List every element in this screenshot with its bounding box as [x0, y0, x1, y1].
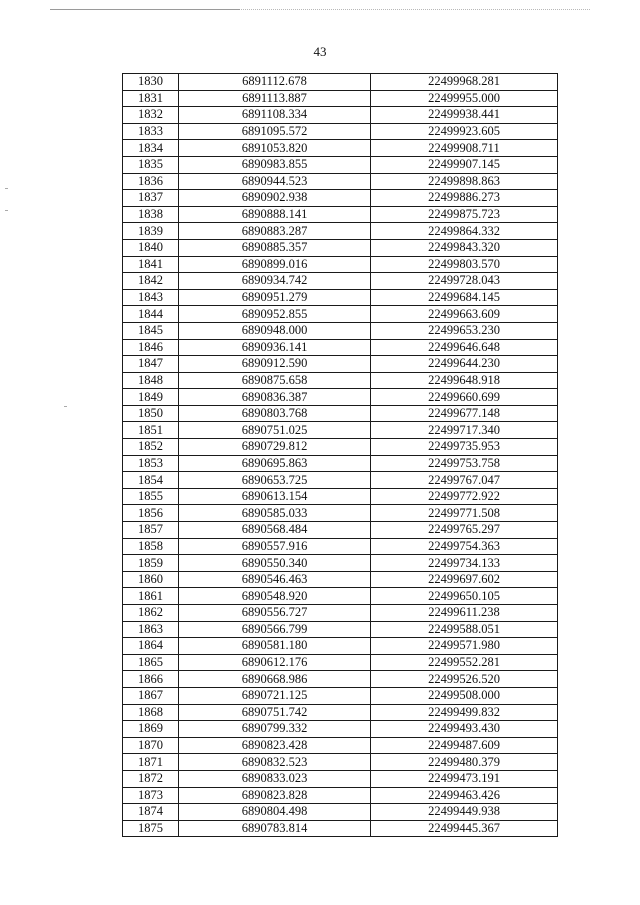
x-coordinate-cell: 6890751.742: [179, 704, 371, 721]
table-row: [123, 687, 558, 704]
x-coordinate-cell: 6890885.357: [179, 239, 371, 256]
point-number-cell: 1868: [123, 704, 179, 721]
y-coordinate-cell: 22499646.648: [371, 339, 558, 356]
x-coordinate-cell: 6890804.498: [179, 804, 371, 821]
x-coordinate-cell: 6890936.141: [179, 339, 371, 356]
point-number-cell: 1845: [123, 322, 179, 339]
x-coordinate-cell: 6890888.141: [179, 206, 371, 223]
x-coordinate-cell: 6890912.590: [179, 356, 371, 373]
x-coordinate-cell: 6890952.855: [179, 306, 371, 323]
x-coordinate-cell: 6890934.742: [179, 273, 371, 290]
y-coordinate-cell: 22499697.602: [371, 571, 558, 588]
table-row: [123, 372, 558, 389]
coordinates-table-body: [123, 74, 558, 837]
point-number-cell: 1848: [123, 372, 179, 389]
x-coordinate-cell: 6890581.180: [179, 638, 371, 655]
table-row: [123, 90, 558, 107]
y-coordinate-cell: 22499771.508: [371, 505, 558, 522]
point-number-cell: 1873: [123, 787, 179, 804]
y-coordinate-cell: 22499499.832: [371, 704, 558, 721]
table-row: [123, 472, 558, 489]
table-row: [123, 322, 558, 339]
point-number-cell: 1832: [123, 107, 179, 124]
x-coordinate-cell: 6890566.799: [179, 621, 371, 638]
point-number-cell: 1858: [123, 538, 179, 555]
table-row: [123, 737, 558, 754]
point-number-cell: 1867: [123, 687, 179, 704]
y-coordinate-cell: 22499734.133: [371, 555, 558, 572]
table-row: [123, 389, 558, 406]
x-coordinate-cell: 6891053.820: [179, 140, 371, 157]
table-row: [123, 439, 558, 456]
y-coordinate-cell: 22499908.711: [371, 140, 558, 157]
y-coordinate-cell: 22499449.938: [371, 804, 558, 821]
y-coordinate-cell: 22499611.238: [371, 605, 558, 622]
point-number-cell: 1863: [123, 621, 179, 638]
table-row: [123, 156, 558, 173]
y-coordinate-cell: 22499938.441: [371, 107, 558, 124]
table-row: [123, 671, 558, 688]
point-number-cell: 1856: [123, 505, 179, 522]
point-number-cell: 1861: [123, 588, 179, 605]
y-coordinate-cell: 22499445.367: [371, 820, 558, 837]
x-coordinate-cell: 6890695.863: [179, 455, 371, 472]
y-coordinate-cell: 22499955.000: [371, 90, 558, 107]
table-row: [123, 455, 558, 472]
point-number-cell: 1836: [123, 173, 179, 190]
x-coordinate-cell: 6891113.887: [179, 90, 371, 107]
x-coordinate-cell: 6890546.463: [179, 571, 371, 588]
table-row: [123, 190, 558, 207]
x-coordinate-cell: 6890653.725: [179, 472, 371, 489]
y-coordinate-cell: 22499650.105: [371, 588, 558, 605]
x-coordinate-cell: 6891108.334: [179, 107, 371, 124]
point-number-cell: 1872: [123, 770, 179, 787]
table-row: [123, 422, 558, 439]
point-number-cell: 1846: [123, 339, 179, 356]
table-row: [123, 273, 558, 290]
x-coordinate-cell: 6890875.658: [179, 372, 371, 389]
x-coordinate-cell: 6890556.727: [179, 605, 371, 622]
point-number-cell: 1862: [123, 605, 179, 622]
x-coordinate-cell: 6890883.287: [179, 223, 371, 240]
y-coordinate-cell: 22499735.953: [371, 439, 558, 456]
table-row: [123, 538, 558, 555]
x-coordinate-cell: 6890832.523: [179, 754, 371, 771]
table-row: [123, 405, 558, 422]
point-number-cell: 1841: [123, 256, 179, 273]
x-coordinate-cell: 6890899.016: [179, 256, 371, 273]
point-number-cell: 1875: [123, 820, 179, 837]
table-row: [123, 488, 558, 505]
y-coordinate-cell: 22499898.863: [371, 173, 558, 190]
page-number: 43: [313, 44, 327, 59]
x-coordinate-cell: 6891112.678: [179, 74, 371, 91]
table-row: [123, 107, 558, 124]
point-number-cell: 1839: [123, 223, 179, 240]
table-row: [123, 820, 558, 837]
point-number-cell: 1838: [123, 206, 179, 223]
table-row: [123, 256, 558, 273]
y-coordinate-cell: 22499473.191: [371, 770, 558, 787]
scan-speck: [5, 210, 8, 211]
table-row: [123, 588, 558, 605]
y-coordinate-cell: 22499663.609: [371, 306, 558, 323]
table-row: [123, 605, 558, 622]
table-row: [123, 505, 558, 522]
x-coordinate-cell: 6890751.025: [179, 422, 371, 439]
point-number-cell: 1853: [123, 455, 179, 472]
x-coordinate-cell: 6890944.523: [179, 173, 371, 190]
y-coordinate-cell: 22499886.273: [371, 190, 558, 207]
y-coordinate-cell: 22499968.281: [371, 74, 558, 91]
point-number-cell: 1835: [123, 156, 179, 173]
point-number-cell: 1854: [123, 472, 179, 489]
y-coordinate-cell: 22499767.047: [371, 472, 558, 489]
point-number-cell: 1850: [123, 405, 179, 422]
table-row: [123, 638, 558, 655]
y-coordinate-cell: 22499677.148: [371, 405, 558, 422]
point-number-cell: 1847: [123, 356, 179, 373]
y-coordinate-cell: 22499754.363: [371, 538, 558, 555]
y-coordinate-cell: 22499728.043: [371, 273, 558, 290]
point-number-cell: 1857: [123, 522, 179, 539]
y-coordinate-cell: 22499493.430: [371, 721, 558, 738]
x-coordinate-cell: 6890951.279: [179, 289, 371, 306]
table-row: [123, 223, 558, 240]
point-number-cell: 1851: [123, 422, 179, 439]
scan-speck: [64, 406, 67, 407]
point-number-cell: 1844: [123, 306, 179, 323]
y-coordinate-cell: 22499526.520: [371, 671, 558, 688]
table-row: [123, 140, 558, 157]
x-coordinate-cell: 6890799.332: [179, 721, 371, 738]
table-row: [123, 704, 558, 721]
point-number-cell: 1840: [123, 239, 179, 256]
table-row: [123, 339, 558, 356]
x-coordinate-cell: 6890612.176: [179, 654, 371, 671]
table-row: [123, 522, 558, 539]
x-coordinate-cell: 6890568.484: [179, 522, 371, 539]
y-coordinate-cell: 22499648.918: [371, 372, 558, 389]
y-coordinate-cell: 22499571.980: [371, 638, 558, 655]
x-coordinate-cell: 6891095.572: [179, 123, 371, 140]
y-coordinate-cell: 22499508.000: [371, 687, 558, 704]
point-number-cell: 1859: [123, 555, 179, 572]
coordinates-table: [122, 73, 558, 837]
y-coordinate-cell: 22499480.379: [371, 754, 558, 771]
table-row: [123, 356, 558, 373]
table-row: [123, 555, 558, 572]
point-number-cell: 1870: [123, 737, 179, 754]
y-coordinate-cell: 22499653.230: [371, 322, 558, 339]
table-row: [123, 74, 558, 91]
x-coordinate-cell: 6890823.428: [179, 737, 371, 754]
x-coordinate-cell: 6890836.387: [179, 389, 371, 406]
x-coordinate-cell: 6890729.812: [179, 439, 371, 456]
y-coordinate-cell: 22499923.605: [371, 123, 558, 140]
point-number-cell: 1830: [123, 74, 179, 91]
x-coordinate-cell: 6890983.855: [179, 156, 371, 173]
table-row: [123, 721, 558, 738]
y-coordinate-cell: 22499907.145: [371, 156, 558, 173]
point-number-cell: 1860: [123, 571, 179, 588]
y-coordinate-cell: 22499803.570: [371, 256, 558, 273]
y-coordinate-cell: 22499552.281: [371, 654, 558, 671]
point-number-cell: 1842: [123, 273, 179, 290]
table-row: [123, 289, 558, 306]
point-number-cell: 1869: [123, 721, 179, 738]
y-coordinate-cell: 22499487.609: [371, 737, 558, 754]
y-coordinate-cell: 22499864.332: [371, 223, 558, 240]
y-coordinate-cell: 22499843.320: [371, 239, 558, 256]
y-coordinate-cell: 22499660.699: [371, 389, 558, 406]
table-row: [123, 754, 558, 771]
x-coordinate-cell: 6890585.033: [179, 505, 371, 522]
x-coordinate-cell: 6890550.340: [179, 555, 371, 572]
point-number-cell: 1831: [123, 90, 179, 107]
table-row: [123, 206, 558, 223]
table-row: [123, 306, 558, 323]
x-coordinate-cell: 6890613.154: [179, 488, 371, 505]
table-row: [123, 804, 558, 821]
x-coordinate-cell: 6890823.828: [179, 787, 371, 804]
point-number-cell: 1843: [123, 289, 179, 306]
table-row: [123, 787, 558, 804]
y-coordinate-cell: 22499717.340: [371, 422, 558, 439]
point-number-cell: 1852: [123, 439, 179, 456]
x-coordinate-cell: 6890557.916: [179, 538, 371, 555]
table-row: [123, 621, 558, 638]
y-coordinate-cell: 22499463.426: [371, 787, 558, 804]
point-number-cell: 1834: [123, 140, 179, 157]
x-coordinate-cell: 6890548.920: [179, 588, 371, 605]
table-row: [123, 123, 558, 140]
y-coordinate-cell: 22499644.230: [371, 356, 558, 373]
point-number-cell: 1855: [123, 488, 179, 505]
point-number-cell: 1871: [123, 754, 179, 771]
scan-artifact-line-solid: [50, 9, 240, 10]
y-coordinate-cell: 22499875.723: [371, 206, 558, 223]
x-coordinate-cell: 6890902.938: [179, 190, 371, 207]
point-number-cell: 1864: [123, 638, 179, 655]
x-coordinate-cell: 6890721.125: [179, 687, 371, 704]
y-coordinate-cell: 22499684.145: [371, 289, 558, 306]
x-coordinate-cell: 6890948.000: [179, 322, 371, 339]
x-coordinate-cell: 6890803.768: [179, 405, 371, 422]
y-coordinate-cell: 22499588.051: [371, 621, 558, 638]
point-number-cell: 1849: [123, 389, 179, 406]
table-row: [123, 654, 558, 671]
x-coordinate-cell: 6890833.023: [179, 770, 371, 787]
point-number-cell: 1866: [123, 671, 179, 688]
point-number-cell: 1833: [123, 123, 179, 140]
y-coordinate-cell: 22499772.922: [371, 488, 558, 505]
point-number-cell: 1874: [123, 804, 179, 821]
y-coordinate-cell: 22499753.758: [371, 455, 558, 472]
scan-speck: [5, 188, 8, 189]
y-coordinate-cell: 22499765.297: [371, 522, 558, 539]
table-row: [123, 571, 558, 588]
x-coordinate-cell: 6890783.814: [179, 820, 371, 837]
table-row: [123, 173, 558, 190]
x-coordinate-cell: 6890668.986: [179, 671, 371, 688]
point-number-cell: 1837: [123, 190, 179, 207]
point-number-cell: 1865: [123, 654, 179, 671]
table-row: [123, 770, 558, 787]
table-row: [123, 239, 558, 256]
